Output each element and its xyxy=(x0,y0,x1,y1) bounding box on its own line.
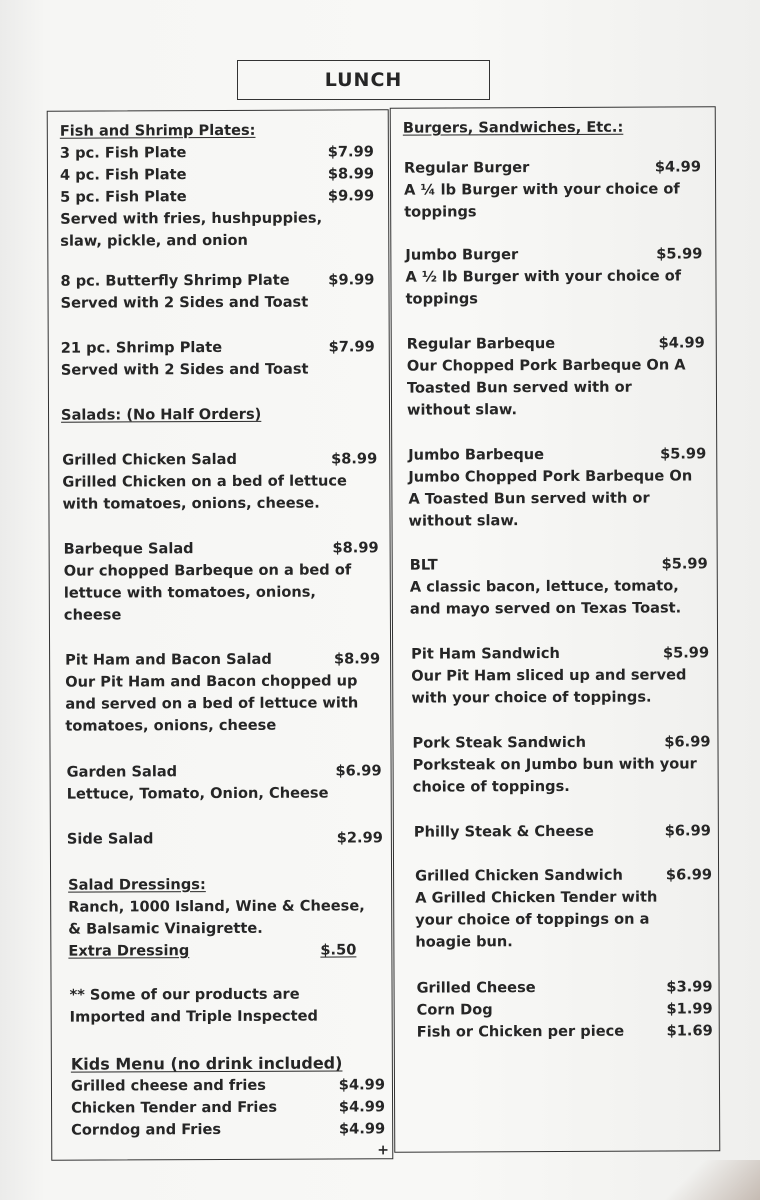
item-description: Toasted Bun served with or xyxy=(406,378,632,397)
butterfly-shrimp-item xyxy=(60,269,374,314)
item-name: 8 pc. Butterfly Shrimp Plate xyxy=(60,271,290,290)
menu-title xyxy=(237,60,490,100)
item-name: 5 pc. Fish Plate xyxy=(60,188,187,206)
item-name: Pork Steak Sandwich xyxy=(412,733,586,752)
item-price: $2.99 xyxy=(336,829,383,847)
fish-header: Fish and Shrimp Plates: xyxy=(59,121,256,140)
item-description: with your choice of toppings. xyxy=(411,688,652,707)
jumbo-barbeque-item xyxy=(408,443,706,532)
burgers-header-block xyxy=(403,116,701,139)
item-name: BLT xyxy=(409,556,438,574)
menu-item xyxy=(417,998,713,1021)
item-description: Our Pit Ham sliced up and served xyxy=(411,666,687,685)
misc-items-section xyxy=(417,976,713,1043)
item-name: Philly Steak & Cheese xyxy=(413,822,594,841)
item-price: $6.99 xyxy=(335,762,382,780)
menu-item xyxy=(60,185,374,208)
item-description: cheese xyxy=(63,606,122,624)
shrimp-plate-item xyxy=(61,336,375,381)
item-name: Corn Dog xyxy=(416,1001,493,1019)
philly-steak-item xyxy=(414,820,711,843)
item-name: Jumbo Burger xyxy=(405,246,519,264)
menu-item xyxy=(71,1118,385,1141)
item-name: Regular Barbeque xyxy=(406,334,556,353)
item-name: Pit Ham Sandwich xyxy=(411,644,560,663)
item-description: A Toasted Bun served with or xyxy=(408,489,650,508)
item-price: $8.99 xyxy=(327,165,375,183)
item-description: Served with 2 Sides and Toast xyxy=(60,293,309,312)
item-price: $1.99 xyxy=(666,1000,713,1018)
item-name: Grilled Chicken Sandwich xyxy=(415,866,623,885)
right-menu-column xyxy=(390,106,721,1152)
item-description: your choice of toppings on a xyxy=(415,910,650,929)
item-price: $9.99 xyxy=(327,187,375,205)
item-name: Chicken Tender and Fries xyxy=(71,1098,278,1117)
item-price: $5.99 xyxy=(662,644,710,662)
item-name: Regular Burger xyxy=(403,159,530,177)
salads-header: Salads: (No Half Orders) xyxy=(61,405,262,424)
item-price: $7.99 xyxy=(327,143,374,161)
note-text: Imported and Triple Inspected xyxy=(69,1007,318,1026)
item-name: Fish or Chicken per piece xyxy=(416,1022,625,1041)
item-price: $5.99 xyxy=(656,245,703,263)
dressings-list: Ranch, 1000 Island, Wine & Cheese, xyxy=(68,897,365,916)
item-description: Our Pit Ham and Bacon chopped up xyxy=(65,672,358,691)
item-description: without slaw. xyxy=(407,401,518,419)
item-description: A ½ lb Burger with your choice of xyxy=(405,267,682,286)
menu-title-text: LUNCH xyxy=(324,69,403,91)
item-description: and mayo served on Texas Toast. xyxy=(409,599,682,618)
item-name: Jumbo Barbeque xyxy=(408,446,545,464)
item-price: $.50 xyxy=(320,941,357,959)
dressings-section xyxy=(68,873,383,962)
item-description: lettuce with tomatoes, onions, xyxy=(63,583,316,602)
item-description: with tomatoes, onions, cheese. xyxy=(62,494,320,513)
menu-item xyxy=(417,976,713,999)
item-price: $4.99 xyxy=(654,158,702,176)
pork-steak-sandwich-item xyxy=(412,731,710,798)
dressings-list: & Balsamic Vinaigrette. xyxy=(68,919,263,938)
item-description: Our chopped Barbeque on a bed of xyxy=(63,561,352,580)
item-price: $4.99 xyxy=(658,334,705,352)
item-price: $3.99 xyxy=(666,978,713,996)
grilled-chicken-salad-item xyxy=(62,448,377,515)
item-price: $6.99 xyxy=(664,733,711,751)
item-description: Served with 2 Sides and Toast xyxy=(60,360,309,379)
dressings-header: Salad Dressings: xyxy=(68,876,206,894)
item-description: Lettuce, Tomato, Onion, Cheese xyxy=(66,784,329,803)
item-price: $5.99 xyxy=(660,445,707,463)
inspection-note xyxy=(70,983,384,1028)
item-description: toppings xyxy=(405,290,479,308)
item-name: Corndog and Fries xyxy=(71,1121,222,1139)
pit-ham-sandwich-item xyxy=(411,642,709,709)
item-price: $8.99 xyxy=(332,539,379,557)
note-text: ** Some of our products are xyxy=(69,985,300,1004)
item-description: Our Chopped Pork Barbeque On A xyxy=(406,356,686,375)
fish-section xyxy=(60,119,375,252)
jumbo-burger-item xyxy=(405,243,702,310)
garden-salad-item xyxy=(67,760,382,805)
item-name: 4 pc. Fish Plate xyxy=(59,166,187,184)
regular-barbeque-item xyxy=(407,332,705,421)
item-description: Served with fries, hushpuppies, xyxy=(60,209,323,228)
side-salad-item xyxy=(67,827,383,850)
item-price: $6.99 xyxy=(664,822,711,840)
item-name: Grilled cheese and fries xyxy=(70,1076,267,1095)
item-name: Garden Salad xyxy=(66,763,178,781)
item-name: Grilled Cheese xyxy=(416,979,536,997)
item-price: $7.99 xyxy=(328,338,375,356)
item-description: slaw, pickle, and onion xyxy=(60,231,248,250)
blt-item xyxy=(410,553,708,620)
left-menu-column xyxy=(47,109,394,1160)
plus-mark: + xyxy=(377,1142,390,1159)
item-description: and served on a bed of lettuce with xyxy=(65,694,359,713)
item-price: $8.99 xyxy=(333,650,381,668)
menu-item xyxy=(71,1074,385,1097)
item-description: Porksteak on Jumbo bun with your xyxy=(412,755,697,774)
item-price: $4.99 xyxy=(338,1098,386,1116)
item-name: Barbeque Salad xyxy=(63,540,194,558)
item-description: Jumbo Chopped Pork Barbeque On xyxy=(408,467,693,486)
item-name: Pit Ham and Bacon Salad xyxy=(65,650,272,669)
item-description: A Grilled Chicken Tender with xyxy=(415,888,658,907)
menu-item xyxy=(60,163,374,186)
photo-shadow xyxy=(640,1160,760,1200)
burgers-header: Burgers, Sandwiches, Etc.: xyxy=(402,118,624,137)
item-name: Extra Dressing xyxy=(68,942,190,960)
item-price: $1.69 xyxy=(666,1022,713,1040)
menu-item xyxy=(71,1096,385,1119)
item-name: Side Salad xyxy=(66,830,154,848)
grilled-chicken-sandwich-item xyxy=(415,864,712,953)
item-description: hoagie bun. xyxy=(415,933,513,951)
pit-ham-salad-item xyxy=(65,648,380,737)
item-price: $6.99 xyxy=(665,866,713,884)
item-description: choice of toppings. xyxy=(412,777,570,796)
kids-menu-section xyxy=(71,1052,385,1141)
item-name: 21 pc. Shrimp Plate xyxy=(60,338,223,357)
item-description: toppings xyxy=(404,203,477,221)
item-name: 3 pc. Fish Plate xyxy=(59,144,187,162)
item-description: without slaw. xyxy=(408,512,519,530)
item-price: $4.99 xyxy=(338,1120,386,1138)
item-name: Grilled Chicken Salad xyxy=(62,450,237,469)
kids-header: Kids Menu (no drink included) xyxy=(70,1053,343,1074)
item-description: Grilled Chicken on a bed of lettuce xyxy=(62,472,347,491)
item-description: A classic bacon, lettuce, tomato, xyxy=(409,577,679,596)
item-description: A ¼ lb Burger with your choice of xyxy=(404,180,680,199)
item-price: $9.99 xyxy=(328,271,375,289)
item-price: $4.99 xyxy=(338,1076,386,1094)
item-price: $8.99 xyxy=(331,450,378,468)
item-description: tomatoes, onions, cheese xyxy=(65,716,277,735)
item-price: $5.99 xyxy=(661,555,708,573)
menu-item xyxy=(417,1020,713,1043)
salads-header-block xyxy=(61,403,375,426)
menu-item xyxy=(60,141,374,164)
barbeque-salad-item xyxy=(64,537,379,626)
regular-burger-item xyxy=(404,156,701,223)
